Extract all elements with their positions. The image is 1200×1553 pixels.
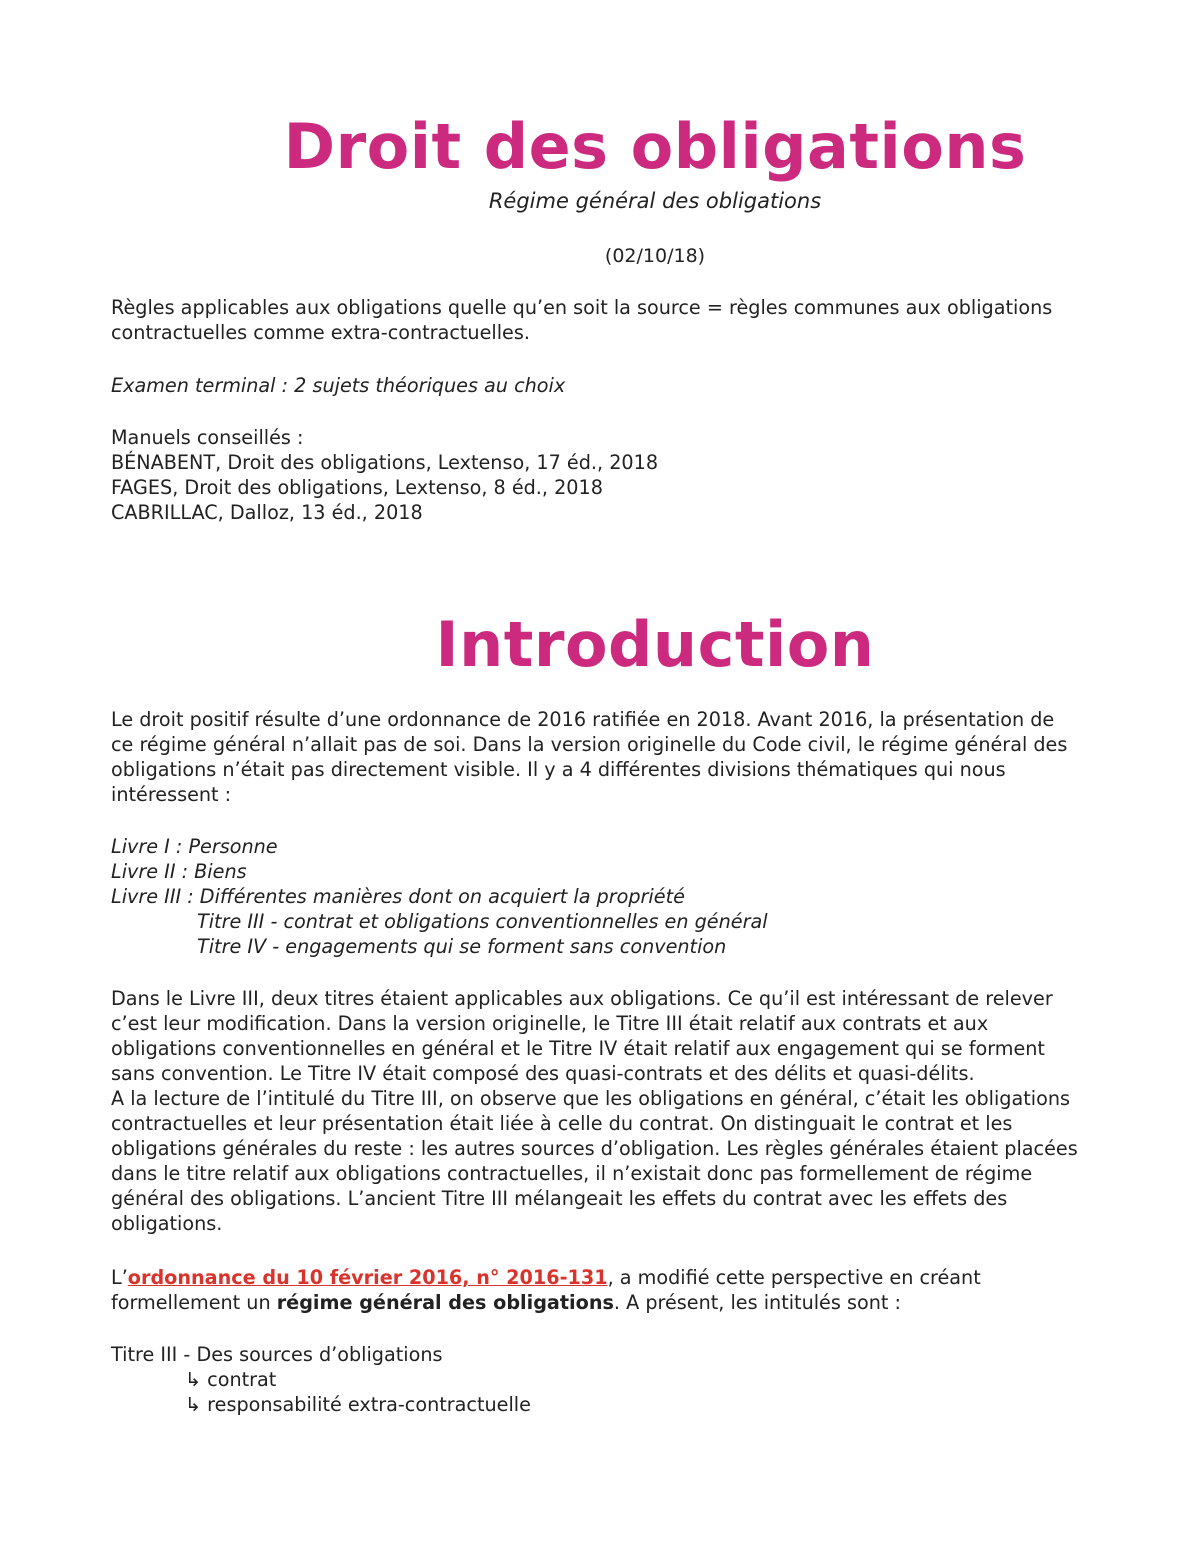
- bold-term: régime général des obligations: [276, 1291, 614, 1314]
- text-line: ce régime général n’allait pas de soi. Dans la version originelle du Code civil, le régime général des: [111, 733, 1068, 756]
- text-fragment: , a modifié cette perspective en créant: [607, 1266, 981, 1289]
- text-line: obligations conventionnelles en général et le Titre IV était relatif aux engagement qui se forment: [111, 1037, 1045, 1060]
- titre3-subitem: ↳ responsabilité extra-contractuelle: [185, 1393, 531, 1416]
- manual-item: BÉNABENT, Droit des obligations, Lextenso, 17 éd., 2018: [111, 451, 659, 474]
- manuals-list: [111, 425, 1200, 525]
- book-item: Livre III : Différentes manières dont on acquiert la propriété: [111, 885, 685, 908]
- document-date: (02/10/18): [604, 245, 706, 267]
- text-line: Examen terminal : 2 sujets théoriques au choix: [111, 374, 566, 397]
- text-line: intéressent :: [111, 783, 232, 806]
- titre3-label: Titre III - Des sources d’obligations: [111, 1343, 443, 1366]
- intro-paragraph-1: [111, 707, 1200, 807]
- text-line: général des obligations. L’ancient Titre III mélangeait les effets du contrat avec les effets des: [111, 1187, 1008, 1210]
- text-line: dans le titre relatif aux obligations contractuelles, il n’existait donc pas formellement de régime: [111, 1162, 1033, 1185]
- introduction-heading: Introduction: [435, 608, 875, 681]
- exam-info: [111, 373, 1200, 398]
- book-item: Livre II : Biens: [111, 860, 247, 883]
- text-line: [111, 1265, 1200, 1290]
- text-line: c’est leur modification. Dans la version originelle, le Titre III était relatif aux contrats et aux: [111, 1012, 989, 1035]
- manual-item: FAGES, Droit des obligations, Lextenso, 8 éd., 2018: [111, 476, 603, 499]
- ordonnance-paragraph: [111, 1265, 1200, 1315]
- document-title: Droit des obligations: [283, 110, 1027, 183]
- text-line: contractuelles et leur présentation était liée à celle du contrat. On distinguait le contrat et les: [111, 1112, 1013, 1135]
- book-item: Livre I : Personne: [111, 835, 278, 858]
- text-line: sans convention. Le Titre IV était composé des quasi-contrats et des délits et quasi-délits.: [111, 1062, 975, 1085]
- text-line: obligations générales du reste : les autres sources d’obligation. Les règles générales étaient placées: [111, 1137, 1078, 1160]
- text-line: Le droit positif résulte d’une ordonnance de 2016 ratifiée en 2018. Avant 2016, la présentation de: [111, 708, 1055, 731]
- books-list: [111, 834, 1200, 959]
- manuals-heading: Manuels conseillés :: [111, 426, 304, 449]
- text-line: obligations.: [111, 1212, 223, 1235]
- document-subtitle: Régime général des obligations: [488, 189, 822, 213]
- titre3-subitem: ↳ contrat: [185, 1368, 277, 1391]
- text-line: [111, 1290, 1200, 1315]
- text-line: Dans le Livre III, deux titres étaient applicables aux obligations. Ce qu’il est intéressant de relever: [111, 987, 1053, 1010]
- titre-item: Titre III - contrat et obligations conventionnelles en général: [197, 910, 768, 933]
- text-line: obligations n’était pas directement visible. Il y a 4 différentes divisions thématiques qui nous: [111, 758, 1006, 781]
- text-line: contractuelles comme extra-contractuelles.: [111, 321, 530, 344]
- text-line: A la lecture de l’intitulé du Titre III, on observe que les obligations en général, c’était les obligations: [111, 1087, 1070, 1110]
- text-fragment: . A présent, les intitulés sont :: [613, 1291, 901, 1314]
- titre3-list: [111, 1342, 1200, 1417]
- text-line: Règles applicables aux obligations quelle qu’en soit la source = règles communes aux obligations: [111, 296, 1053, 319]
- intro-paragraph-2: [111, 986, 1200, 1236]
- manual-item: CABRILLAC, Dalloz, 13 éd., 2018: [111, 501, 423, 524]
- intro-rules: [111, 295, 1200, 345]
- text-fragment: formellement un: [111, 1291, 277, 1314]
- text-fragment: L’: [111, 1266, 128, 1289]
- titre-item: Titre IV - engagements qui se forment sans convention: [197, 935, 727, 958]
- ordonnance-link[interactable]: ordonnance du 10 février 2016, n° 2016-131: [127, 1266, 608, 1289]
